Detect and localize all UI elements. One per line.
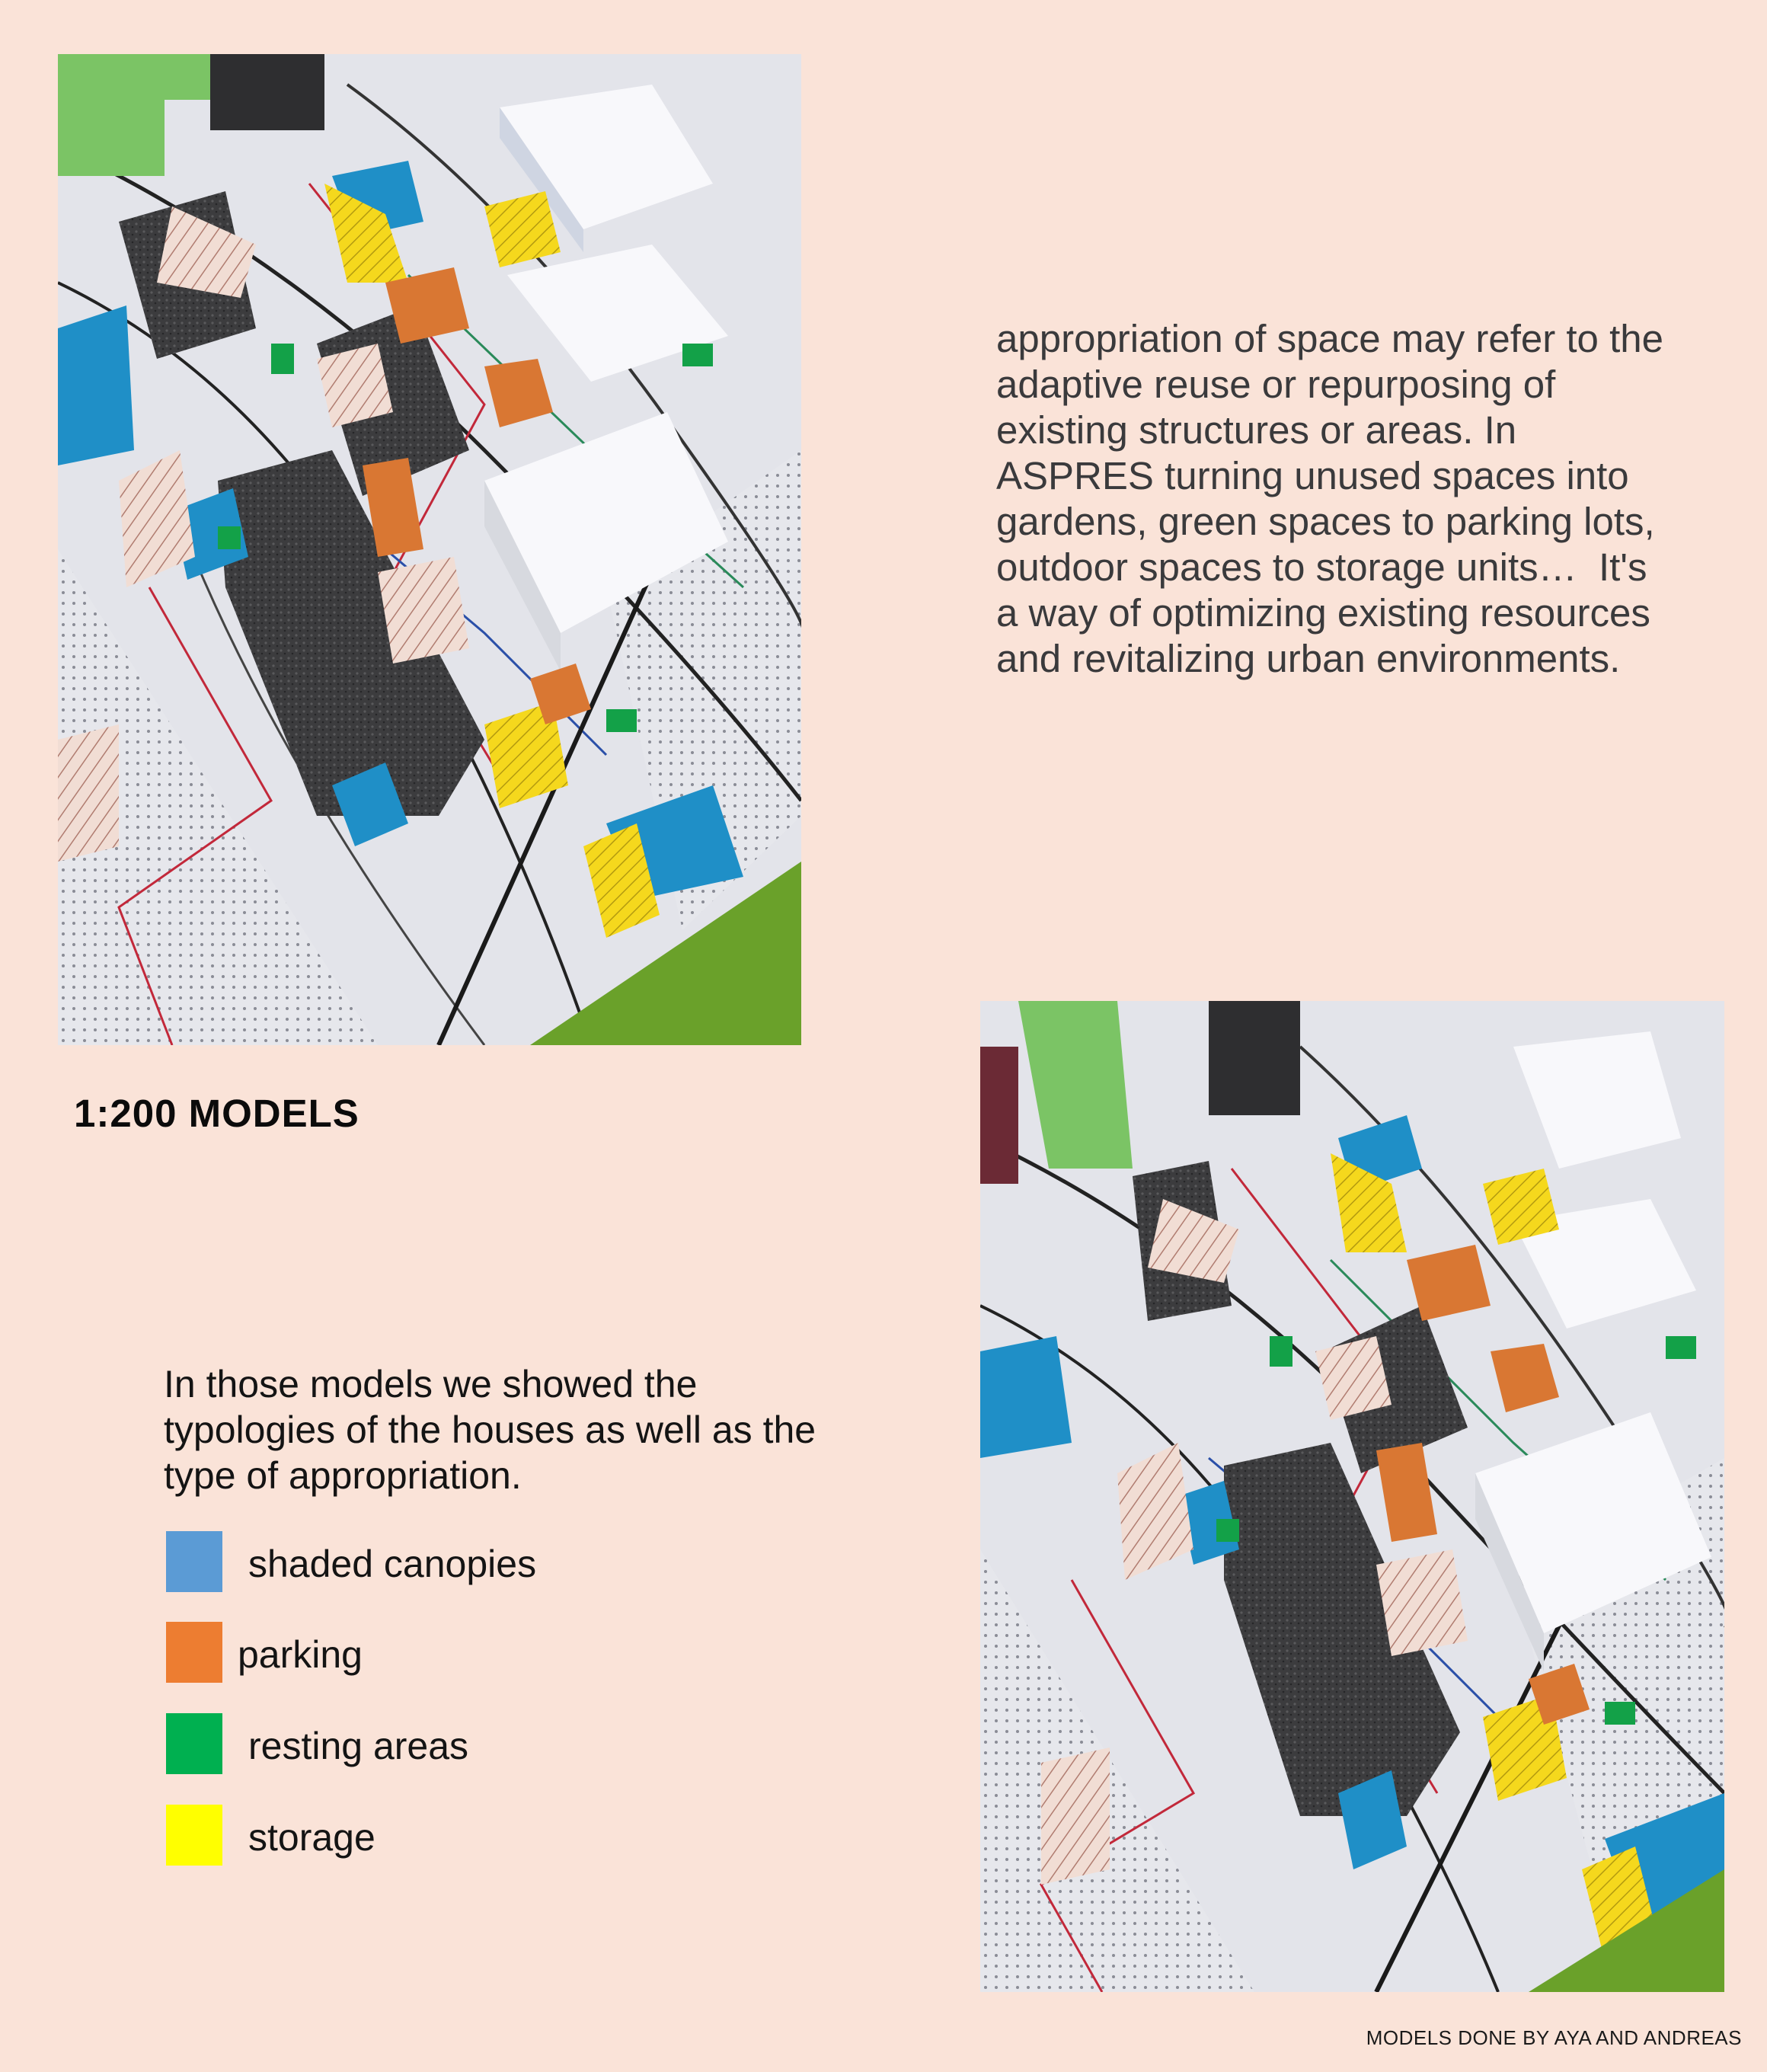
model-photo-bottom [980,1001,1724,1992]
section-heading: 1:200 MODELS [74,1092,359,1135]
legend-swatch-storage [166,1805,222,1866]
legend-swatch-resting-areas [166,1713,222,1774]
legend-item-storage [166,1805,623,1866]
intro-paragraph: appropriation of space may refer to the adaptive reuse or repurposing of existing structures or areas. In ASPRES turning unused spaces into gardens, green spaces to parking lots, outdoor spaces to storage units… It's a way of optimizing existing resources and revitalizing urban environments. [996,317,1663,680]
model-photo-top [58,54,801,1045]
models-description: In those models we showed the typologies of the houses as well as the type of appropriation. [164,1363,816,1497]
credit-line: MODELS DONE BY AYA AND ANDREAS [1366,2026,1742,2049]
legend-swatch-shaded-canopies [166,1531,222,1592]
legend-label: parking [238,1633,363,1676]
legend-label: storage [248,1816,375,1859]
legend-item-shaded-canopies [166,1531,623,1592]
legend-swatch-parking [166,1622,222,1683]
legend-item-parking [166,1622,623,1683]
legend-label: shaded canopies [248,1543,537,1585]
legend-label: resting areas [248,1725,469,1767]
legend-item-resting-areas [166,1713,623,1774]
